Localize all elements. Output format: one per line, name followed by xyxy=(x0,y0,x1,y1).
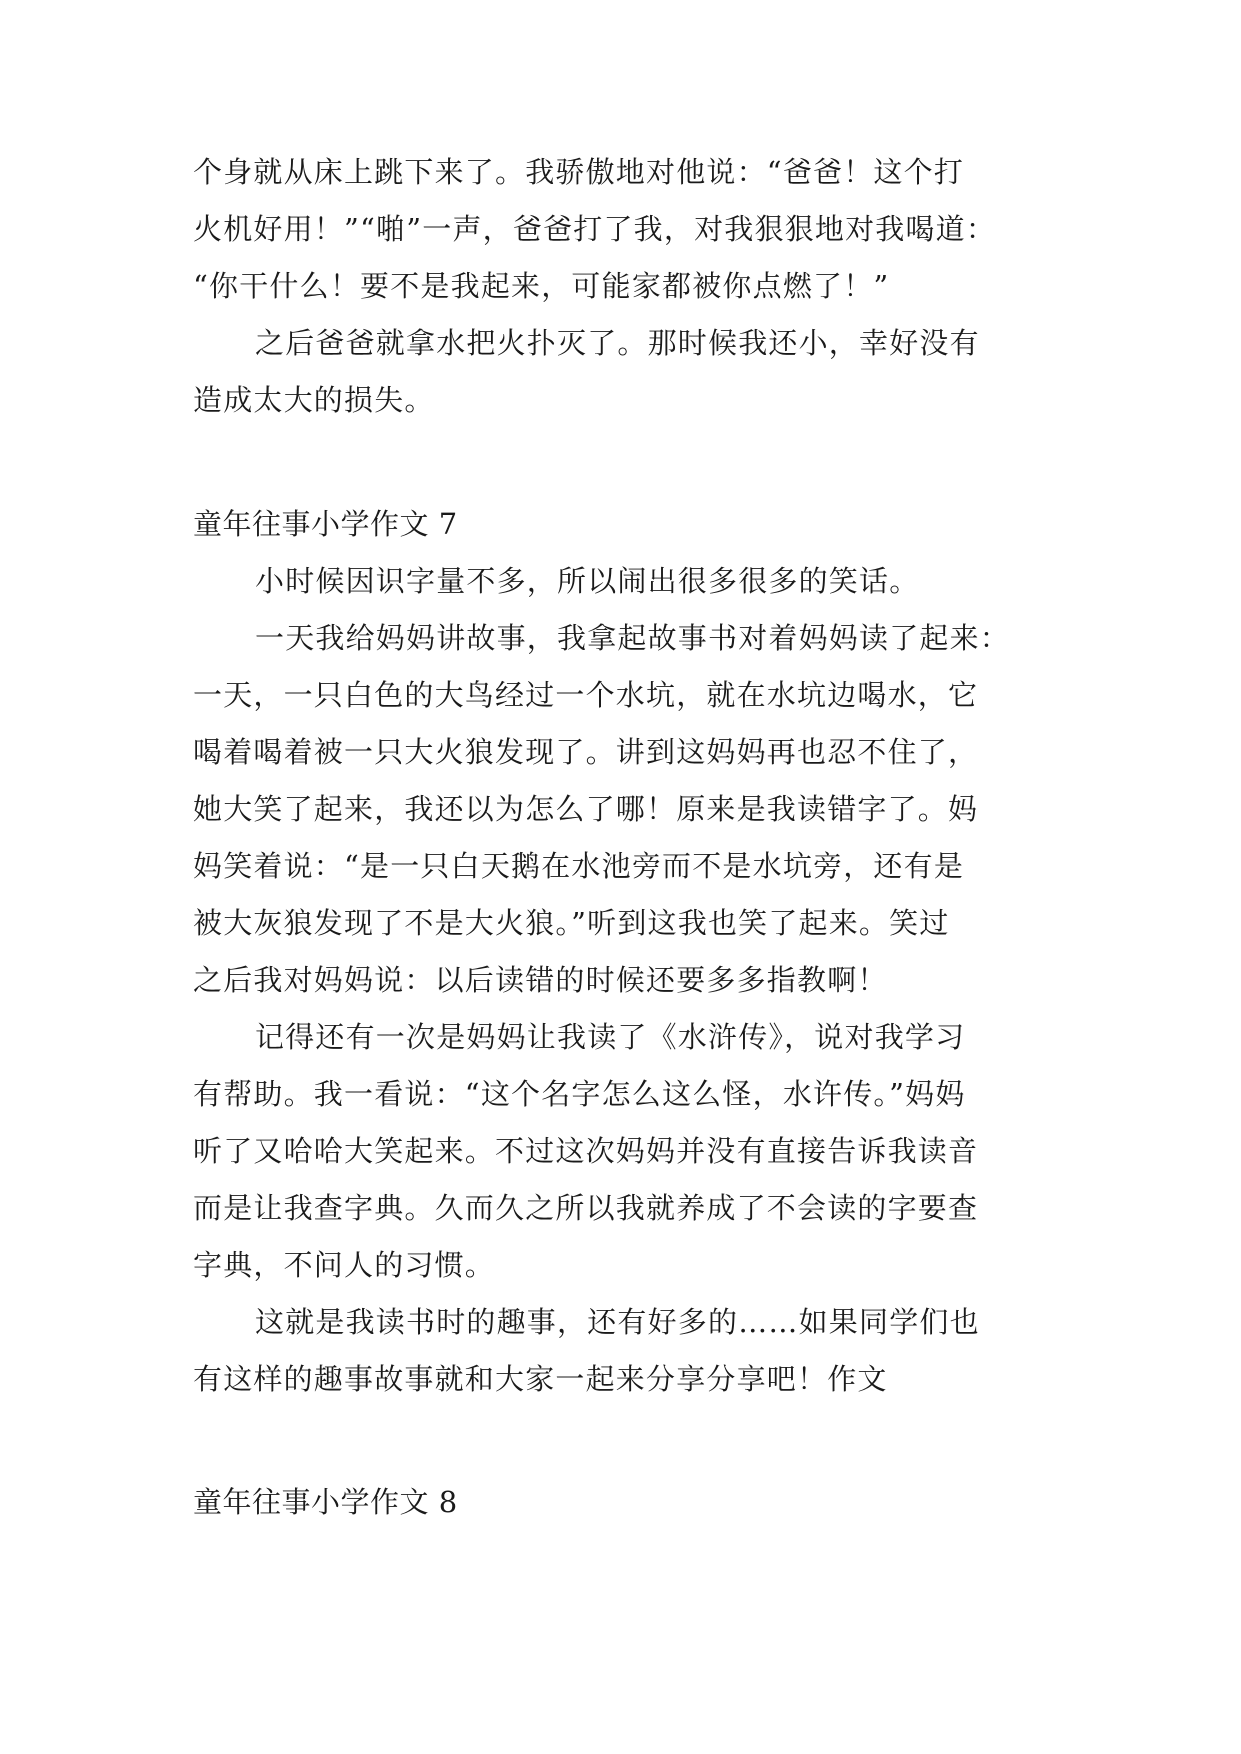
paragraph-line: 造成太大的损失。 xyxy=(193,383,435,417)
paragraph-line: 这就是我读书时的趣事，还有好多的……如果同学们也 xyxy=(255,1305,980,1339)
paragraph-line: 记得还有一次是妈妈让我读了《水浒传》，说对我学习 xyxy=(255,1020,966,1054)
paragraph-line: 个身就从床上跳下来了。我骄傲地对他说：“爸爸！这个打 xyxy=(193,155,965,189)
paragraph-line: 小时候因识字量不多，所以闹出很多很多的笑话。 xyxy=(255,564,920,598)
paragraph-line: 之后爸爸就拿水把火扑灭了。那时候我还小，幸好没有 xyxy=(255,326,980,360)
paragraph-line: 火机好用！”“啪”一声，爸爸打了我，对我狠狠地对我喝道： xyxy=(193,212,997,246)
paragraph-line: 而是让我查字典。久而久之所以我就养成了不会读的字要查 xyxy=(193,1191,979,1225)
section-title: 童年往事小学作文 7 xyxy=(193,507,458,541)
paragraph-line: 有帮助。我一看说：“这个名字怎么这么怪，水许传。”妈妈 xyxy=(193,1077,966,1111)
paragraph-line: 听了又哈哈大笑起来。不过这次妈妈并没有直接告诉我读音 xyxy=(193,1134,979,1168)
paragraph-line: 一天，一只白色的大鸟经过一个水坑，就在水坑边喝水，它 xyxy=(193,678,979,712)
section-title: 童年往事小学作文 8 xyxy=(193,1485,458,1519)
paragraph-line: 妈笑着说：“是一只白天鹅在水池旁而不是水坑旁，还有是 xyxy=(193,849,965,883)
paragraph-line: 之后我对妈妈说：以后读错的时候还要多多指教啊！ xyxy=(193,963,888,997)
paragraph-line: “你干什么！要不是我起来，可能家都被你点燃了！” xyxy=(193,269,890,303)
paragraph-line: 一天我给妈妈讲故事，我拿起故事书对着妈妈读了起来： xyxy=(255,621,1011,655)
paragraph-line: 有这样的趣事故事就和大家一起来分享分享吧！作文 xyxy=(193,1362,888,1396)
paragraph-line: 她大笑了起来，我还以为怎么了哪！原来是我读错字了。妈 xyxy=(193,792,979,826)
paragraph-line: 喝着喝着被一只大火狼发现了。讲到这妈妈再也忍不住了， xyxy=(193,735,979,769)
paragraph-line: 被大灰狼发现了不是大火狼。”听到这我也笑了起来。笑过 xyxy=(193,906,950,940)
paragraph-line: 字典，不问人的习惯。 xyxy=(193,1248,496,1282)
